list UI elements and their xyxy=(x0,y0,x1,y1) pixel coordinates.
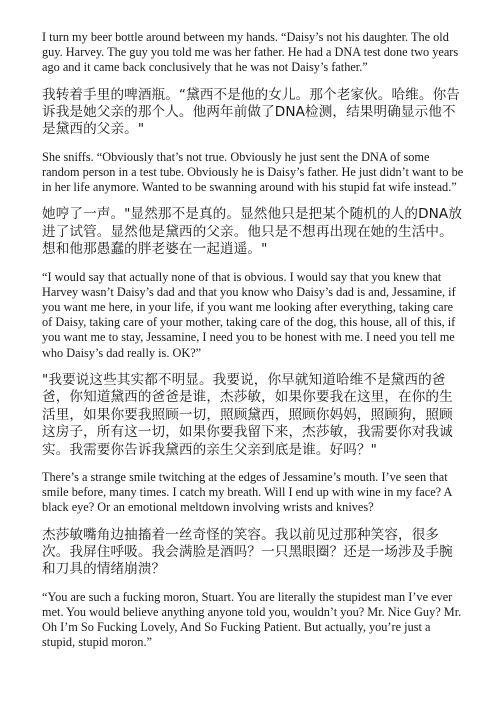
document-page xyxy=(42,30,466,662)
paragraph-english-1: I turn my beer bottle around between my hands. “Daisy’s not his daughter. The old guy. Harvey. The guy you told me was her father. He had a DNA test done two years ago and it came back conclusively that he was not Daisy’s father.” xyxy=(42,30,459,75)
paragraph-english-5: “You are such a fucking moron, Stuart. You are literally the stupidest man I’ve ever met. You would believe anything anyone told you, wouldn’t you? Mr. Nice Guy? Mr. Oh I’m So Fucking Lovely, And So Fucking Patient. But actually, you’re just a stupid, stupid moron.” xyxy=(42,589,462,650)
paragraph-english-3: “I would say that actually none of that is obvious. I would say that you knew that Harvey wasn’t Daisy’s dad and that you know who Daisy’s dad is and, Jessamine, if you want me here, in your life, if you want me looking after everything, taking care of Daisy, taking care of your mother, taking care of the dog, this house, all of this, if you want me to stay, Jessamine, I need you to be honest with me. I need you tell me who Daisy’s dad really is. OK?” xyxy=(42,269,456,360)
paragraph-chinese-3: "我要说这些其实都不明显。我要说，你早就知道哈维不是黛西的爸爸，你知道黛西的爸爸是谁，杰莎敏，如果你要我在这里，在你的生活里，如果你要我照顾一切，照顾黛西，照顾你妈妈，照顾狗，照顾这房子，所有这一切，如果你要我留下来，杰莎敏，我需要你对我诚实。我需要你告诉我黛西的亲生父亲到底是谁。好吗？" xyxy=(42,371,453,458)
paragraph-chinese-4: 杰莎敏嘴角边抽搐着一丝奇怪的笑容。我以前见过那种笑容，很多次。我屏住呼吸。我会满脸是酒吗？一只黑眼圈？还是一场涉及手腕和刀具的情绪崩溃？ xyxy=(42,526,453,578)
paragraph-english-4: There’s a strange smile twitching at the edges of Jessamine’s mouth. I’ve seen that smile before, many times. I catch my breath. Will I end up with wine in my face? A black eye? Or an emotional meltdown involving wrists and knives? xyxy=(42,469,452,515)
paragraph-chinese-1: 我转着手里的啤酒瓶。“黛西不是他的女儿。那个老家伙。哈维。你告诉我是她父亲的那个人。他两年前做了DNA检测，结果明确显示他不是黛西的父亲。" xyxy=(42,86,460,138)
paragraph-english-2: She sniffs. “Obviously that’s not true. Obviously he just sent the DNA of some random person in a test tube. Obviously he is Daisy’s father. He just didn’t want to be in her life anymore. Wanted to be swanning around with his stupid fat wife instead.” xyxy=(42,149,464,195)
paragraph-chinese-2: 她哼了一声。"显然那不是真的。显然他只是把某个随机的人的DNA放进了试管。显然他是黛西的父亲。他只是不想再出现在她的生活中。想和他那愚蠢的胖老婆在一起逍遥。" xyxy=(42,206,463,258)
